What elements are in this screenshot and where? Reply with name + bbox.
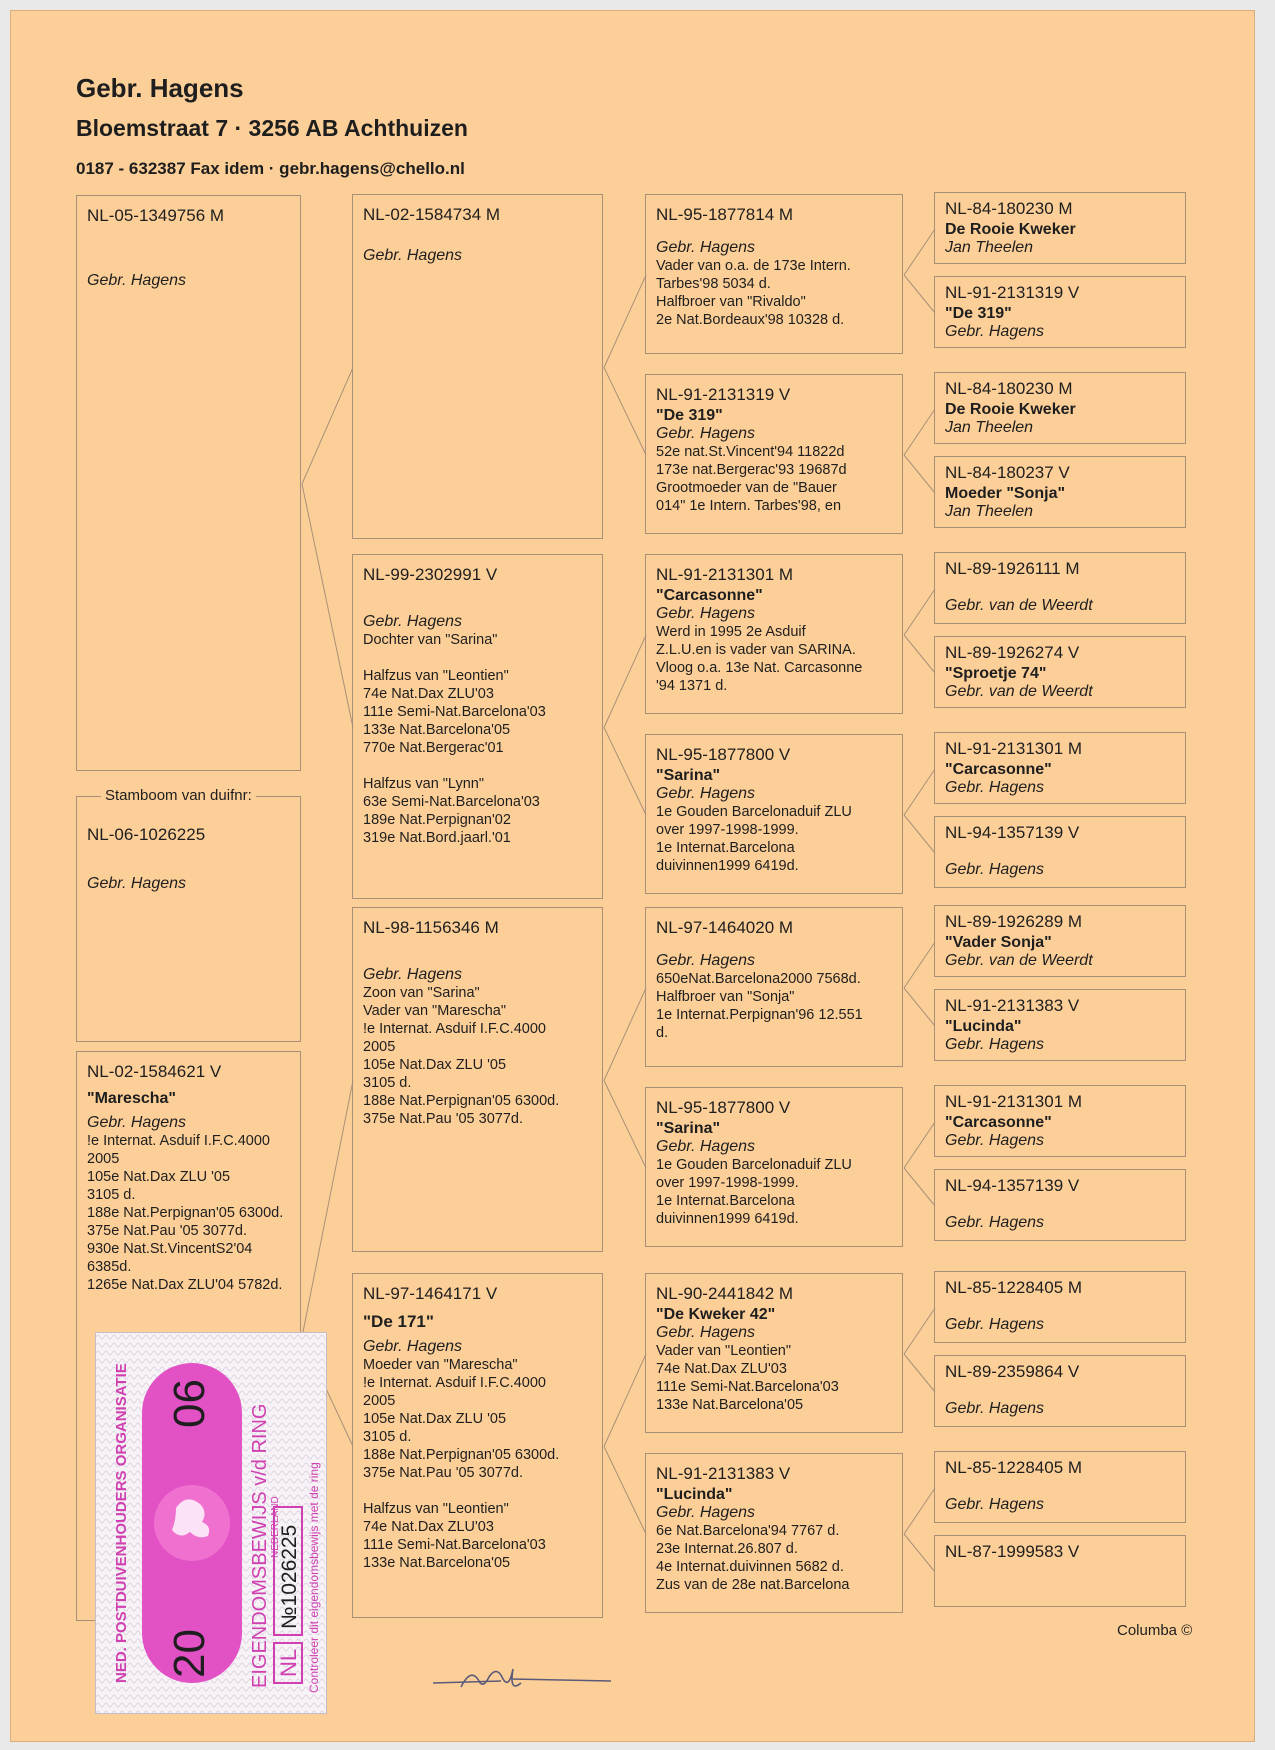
pigeon-name <box>656 940 894 944</box>
ring-number: NL-02-1584734 M <box>363 205 501 224</box>
great-grandparent-box[interactable] <box>645 734 903 894</box>
results-notes: !e Internat. Asduif I.F.C.4000 2005 105e Nat.Dax ZLU '05 3105 d. 188e Nat.Perpignan'05 6300d. 375e Nat.Pau '05 3077d. 930e Nat.St.VincentS2'04 6385d. 1265e Nat.Dax ZLU'04 5782d. <box>87 1133 284 1293</box>
pigeon-name: De Rooie Kweker <box>945 401 1076 418</box>
ancestor-box[interactable] <box>934 1085 1186 1157</box>
connector-line <box>904 635 935 673</box>
ring-card-country-name: NEDERLAND <box>270 1496 281 1558</box>
pigeon-name: "Lucinda" <box>945 1018 1022 1035</box>
owner-name: Gebr. Hagens <box>656 1504 756 1521</box>
owner-name: Gebr. Hagens <box>656 785 756 802</box>
owner-name: Jan Theelen <box>945 239 1034 256</box>
ring-number: NL-97-1464171 V <box>363 1284 498 1303</box>
pigeon-name: "De 319" <box>656 407 723 424</box>
connector-line <box>302 484 353 728</box>
owner-name: Gebr. Hagens <box>945 323 1045 340</box>
owner-name: Gebr. Hagens <box>87 1114 187 1131</box>
sire-box[interactable] <box>76 195 301 771</box>
owner-name: Gebr. Hagens <box>945 1400 1045 1417</box>
pigeon-name: "Lucinda" <box>656 1486 733 1503</box>
ring-number: NL-89-1926274 V <box>945 643 1080 662</box>
ancestor-box[interactable] <box>934 1535 1186 1607</box>
pigeon-name: "De Kweker 42" <box>656 1306 776 1323</box>
connector-line <box>604 1447 646 1535</box>
connector-line <box>904 409 935 455</box>
results-notes: 52e nat.St.Vincent'94 11822d 173e nat.Bergerac'93 19687d Grootmoeder van de "Bauer 014" 1e Intern. Tarbes'98, en <box>656 444 847 514</box>
owner-name: Jan Theelen <box>945 503 1034 520</box>
great-grandparent-box[interactable] <box>645 907 903 1067</box>
ring-number: NL-89-2359864 V <box>945 1362 1080 1381</box>
subject-owner: Gebr. Hagens <box>87 875 187 892</box>
ring-number: NL-94-1357139 V <box>945 823 1080 842</box>
great-grandparent-box[interactable] <box>645 1453 903 1613</box>
connector-line <box>904 815 935 853</box>
ring-number: NL-95-1877814 M <box>656 205 794 224</box>
ring-number: NL-90-2441842 M <box>656 1284 794 1303</box>
owner-name: Gebr. Hagens <box>363 247 463 264</box>
breeder-contact: 0187 - 632387 Fax idem · gebr.hagens@chello.nl <box>76 159 465 178</box>
ancestor-box[interactable] <box>934 1451 1186 1523</box>
ancestor-box[interactable] <box>934 636 1186 708</box>
ancestor-box[interactable] <box>934 1355 1186 1427</box>
grandparent-box[interactable] <box>352 1273 603 1618</box>
pedigree-label: Stamboom van duifnr: <box>101 787 256 804</box>
grandparent-box[interactable] <box>352 554 603 899</box>
ring-card-number: №1026225 <box>278 1524 301 1629</box>
pigeon-name: "De 319" <box>945 305 1012 322</box>
ring-number: NL-85-1228405 M <box>945 1278 1083 1297</box>
results-notes: Zoon van "Sarina" Vader van "Marescha" !e Internat. Asduif I.F.C.4000 2005 105e Nat.Dax ZLU '05 3105 d. 188e Nat.Perpignan'05 6300d. 375e Nat.Pau '05 3077d. <box>363 985 560 1127</box>
results-notes: Moeder van "Marescha" !e Internat. Asduif I.F.C.4000 2005 105e Nat.Dax ZLU '05 3105 d. 188e Nat.Perpignan'05 6300d. 375e Nat.Pau '05 3077d. Halfzus van "Leontien" 74e Nat.Dax ZLU'03 111e Semi-Nat.Barcelona'03 133e Nat.Barcelona'05 <box>363 1357 560 1571</box>
ancestor-box[interactable] <box>934 1169 1186 1241</box>
connector-line <box>904 1488 935 1534</box>
pigeon-name <box>656 227 894 231</box>
ring-number: NL-84-180230 M <box>945 379 1073 398</box>
connector-line <box>904 455 935 493</box>
connector-line <box>604 728 646 816</box>
great-grandparent-box[interactable] <box>645 194 903 354</box>
pigeon-name: "Carcasonne" <box>945 761 1052 778</box>
ring-number: NL-91-2131319 V <box>656 385 791 404</box>
pigeon-name: "Sarina" <box>656 1120 721 1137</box>
owner-name: Gebr. Hagens <box>945 1132 1045 1149</box>
ancestor-box[interactable] <box>934 192 1186 264</box>
connector-line <box>904 229 935 275</box>
connector-line <box>904 769 935 815</box>
ring-number: NL-98-1156346 M <box>363 918 499 937</box>
ancestor-box[interactable] <box>934 905 1186 977</box>
ring-number: NL-91-2131301 M <box>656 565 794 584</box>
ring-number: NL-91-2131319 V <box>945 283 1080 302</box>
connector-line <box>904 1534 935 1572</box>
great-grandparent-box[interactable] <box>645 374 903 534</box>
owner-name: Gebr. Hagens <box>656 1138 756 1155</box>
ring-number: NL-05-1349756 M <box>87 206 225 225</box>
owner-name: Gebr. Hagens <box>87 272 187 289</box>
ring-card-country: NL <box>276 1648 301 1677</box>
pigeon-name: "Vader Sonja" <box>945 934 1052 951</box>
grandparent-box[interactable] <box>352 194 603 539</box>
ring-number: NL-85-1228405 M <box>945 1458 1083 1477</box>
ring-number: NL-99-2302991 V <box>363 565 498 584</box>
ring-number: NL-97-1464020 M <box>656 918 794 937</box>
owner-name: Gebr. Hagens <box>945 1214 1045 1231</box>
owner-name: Gebr. Hagens <box>945 779 1045 796</box>
ring-card-graphic <box>96 1333 326 1713</box>
ring-card-organisation: NED. POSTDUIVENHOUDERS ORGANISATIE <box>113 1363 130 1683</box>
owner-name: Gebr. Hagens <box>945 861 1045 878</box>
ring-number: NL-91-2131301 M <box>945 739 1083 758</box>
pigeon-name: "Marescha" <box>87 1090 176 1107</box>
ancestor-box[interactable] <box>934 1271 1186 1343</box>
connector-line <box>904 275 935 313</box>
signature <box>431 1661 631 1701</box>
ring-number: NL-95-1877800 V <box>656 745 791 764</box>
results-notes: Vader van "Leontien" 74e Nat.Dax ZLU'03 111e Semi-Nat.Barcelona'03 133e Nat.Barcelona'05 <box>656 1343 839 1413</box>
results-notes: 650eNat.Barcelona2000 7568d. Halfbroer van "Sonja" 1e Internat.Perpignan'96 12.551 d. <box>656 971 863 1041</box>
connector-line <box>904 1168 935 1206</box>
owner-name: Gebr. Hagens <box>656 605 756 622</box>
great-grandparent-box[interactable] <box>645 554 903 714</box>
ancestor-box[interactable] <box>934 276 1186 348</box>
owner-name: Gebr. Hagens <box>656 239 756 256</box>
owner-name: Gebr. Hagens <box>945 1036 1045 1053</box>
ring-number: NL-02-1584621 V <box>87 1062 222 1081</box>
ring-number: NL-84-180230 M <box>945 199 1073 218</box>
connector-line <box>604 1354 646 1447</box>
connector-line <box>604 635 646 728</box>
pigeon-name: "De 171" <box>363 1312 434 1331</box>
ancestor-box[interactable] <box>934 816 1186 888</box>
ring-card-year-a: 20 <box>165 1629 214 1678</box>
grandparent-box[interactable] <box>352 907 603 1252</box>
connector-line <box>904 1308 935 1354</box>
connector-line <box>604 275 646 368</box>
ring-number: NL-91-2131301 M <box>945 1092 1083 1111</box>
owner-name: Gebr. Hagens <box>656 952 756 969</box>
great-grandparent-box[interactable] <box>645 1273 903 1433</box>
owner-name: Gebr. van de Weerdt <box>945 597 1093 614</box>
connector-line <box>604 1081 646 1169</box>
ring-number: NL-95-1877800 V <box>656 1098 791 1117</box>
ring-card-title: EIGENDOMSBEWIJS v/d RING <box>249 1403 271 1688</box>
owner-name: Gebr. Hagens <box>945 1316 1045 1333</box>
ancestor-box[interactable] <box>934 456 1186 528</box>
great-grandparent-box[interactable] <box>645 1087 903 1247</box>
copyright-notice: Columba © <box>1117 1622 1193 1639</box>
owner-name: Gebr. van de Weerdt <box>945 952 1093 969</box>
connector-line <box>904 1354 935 1392</box>
ring-card-year-b: 06 <box>165 1379 214 1428</box>
owner-name: Jan Theelen <box>945 419 1034 436</box>
results-notes: Dochter van "Sarina" Halfzus van "Leontien" 74e Nat.Dax ZLU'03 111e Semi-Nat.Barcelona'03 133e Nat.Barcelona'05 770e Nat.Bergerac'01 Halfzus van "Lynn" 63e Semi-Nat.Barcelona'03 189e Nat.Perpignan'02 319e Nat.Bord.jaarl.'01 <box>363 632 546 846</box>
owner-name: Gebr. Hagens <box>363 613 463 630</box>
ring-number: NL-84-180237 V <box>945 463 1070 482</box>
owner-name: Gebr. Hagens <box>656 1324 756 1341</box>
owner-name: Gebr. Hagens <box>363 1338 463 1355</box>
ring-number: NL-91-2131383 V <box>656 1464 791 1483</box>
results-notes: Vader van o.a. de 173e Intern. Tarbes'98 5034 d. Halfbroer van "Rivaldo" 2e Nat.Bordeaux'98 10328 d. <box>656 258 851 328</box>
ring-ownership-card <box>95 1332 327 1714</box>
breeder-address: Bloemstraat 7 · 3256 AB Achthuizen <box>76 115 468 141</box>
pigeon-name: "Carcasonne" <box>656 587 763 604</box>
connector-line <box>302 1081 353 1338</box>
connector-line <box>604 368 646 456</box>
pigeon-name: "Carcasonne" <box>945 1114 1052 1131</box>
pigeon-name: "Sproetje 74" <box>945 665 1047 682</box>
ancestor-box[interactable] <box>934 552 1186 624</box>
results-notes: Werd in 1995 2e Asduif Z.L.U.en is vader van SARINA. Vloog o.a. 13e Nat. Carcasonne '94 1371 d. <box>656 624 863 694</box>
pigeon-name: De Rooie Kweker <box>945 221 1076 238</box>
pigeon-name: "Sarina" <box>656 767 721 784</box>
pigeon-name: Moeder "Sonja" <box>945 485 1066 502</box>
ring-number: NL-91-2131383 V <box>945 996 1080 1015</box>
owner-name: Gebr. Hagens <box>945 1496 1045 1513</box>
ring-number: NL-94-1357139 V <box>945 1176 1080 1195</box>
ring-number: NL-87-1999583 V <box>945 1542 1080 1561</box>
ring-card-check-text: Controleer dit eigendomsbewijs met de ring <box>307 1462 321 1693</box>
results-notes: 1e Gouden Barcelonaduif ZLU over 1997-1998-1999. 1e Internat.Barcelona duivinnen1999 6419d. <box>656 804 852 874</box>
connector-line <box>904 988 935 1026</box>
ancestor-box[interactable] <box>934 732 1186 804</box>
ancestor-box[interactable] <box>934 372 1186 444</box>
connector-line <box>302 368 353 485</box>
connector-line <box>604 988 646 1081</box>
pedigree-sheet <box>10 10 1255 1742</box>
owner-name: Gebr. van de Weerdt <box>945 683 1093 700</box>
results-notes: 1e Gouden Barcelonaduif ZLU over 1997-1998-1999. 1e Internat.Barcelona duivinnen1999 6419d. <box>656 1157 852 1227</box>
owner-name: Gebr. Hagens <box>656 425 756 442</box>
ring-number: NL-89-1926289 M <box>945 912 1083 931</box>
ancestor-box[interactable] <box>934 989 1186 1061</box>
connector-line <box>904 1122 935 1168</box>
connector-line <box>904 589 935 635</box>
subject-box[interactable] <box>76 796 301 1042</box>
subject-ring-number: NL-06-1026225 <box>87 825 206 844</box>
connector-line <box>904 942 935 988</box>
owner-name: Gebr. Hagens <box>363 966 463 983</box>
results-notes: 6e Nat.Barcelona'94 7767 d. 23e Internat.26.807 d. 4e Internat.duivinnen 5682 d. Zus van de 28e nat.Barcelona <box>656 1523 850 1593</box>
breeder-name: Gebr. Hagens <box>76 73 244 103</box>
ring-number: NL-89-1926111 M <box>945 559 1080 578</box>
